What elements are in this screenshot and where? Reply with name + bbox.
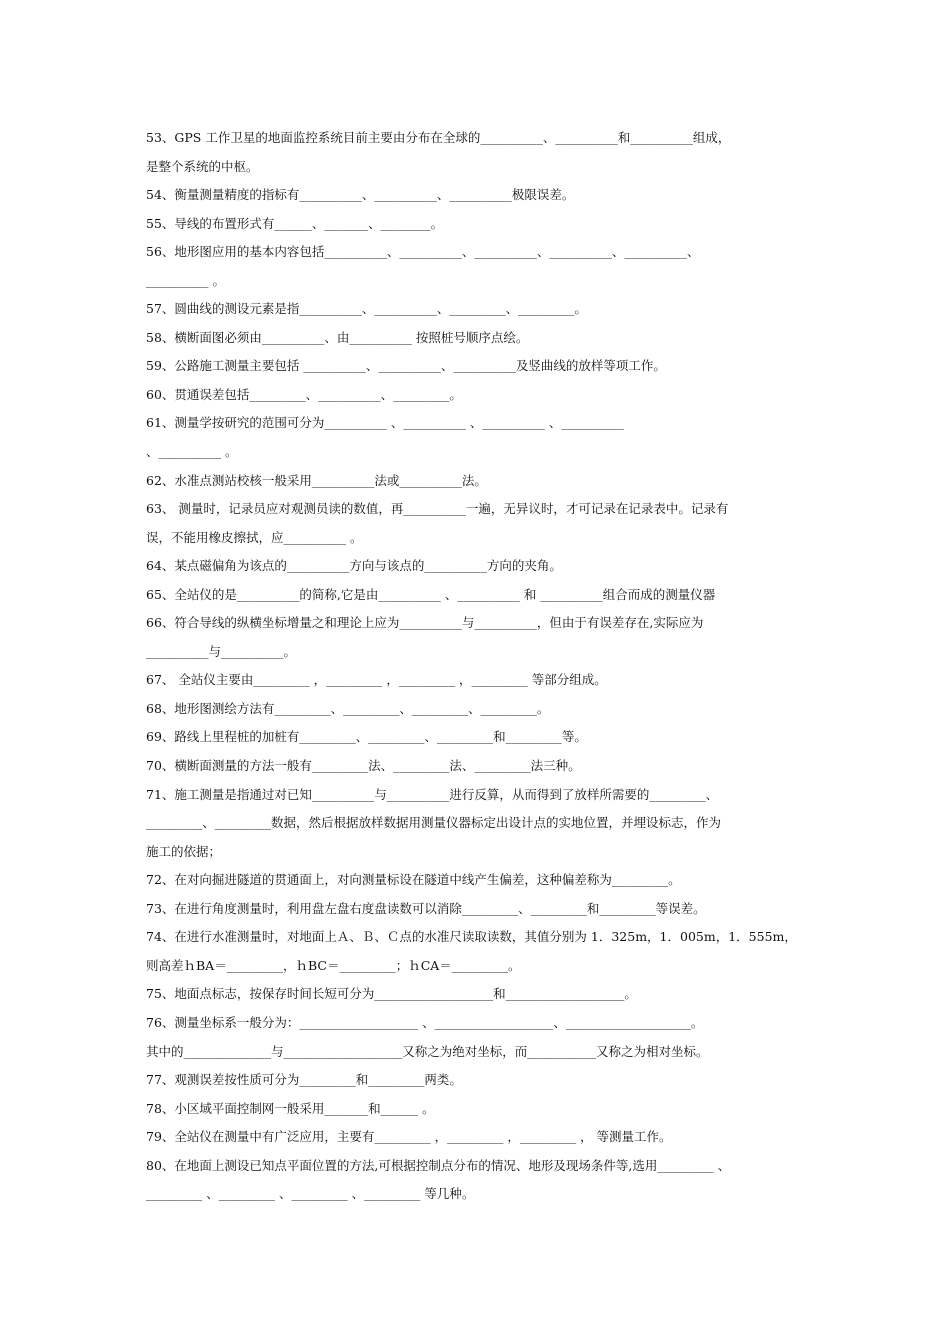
text-line: _________、_________数据，然后根据放样数据用测量仪器标定出设计点的实地位置，并埋设标志，作为 [146,815,722,831]
text-line: 则高差ｈBA＝_________，ｈBC＝_________；ｈCA＝_________。 [146,957,521,973]
text-line: 77、观测误差按性质可分为_________和_________两类。 [146,1072,462,1088]
text-line: 55、导线的布置形式有______、_______、________。 [146,215,444,231]
text-line: 70、横断面测量的方法一般有_________法、_________法、_________法三种。 [146,758,581,774]
text-line: 80、在地面上测设已知点平面位置的方法,可根据控制点分布的情况、地形及现场条件等,选用_________ 、 [146,1157,731,1173]
text-line: __________与__________。 [146,643,297,659]
text-line: __________ 。 [146,272,225,288]
text-line: 76、测量坐标系一般分为：___________________ 、___________________、____________________。 [146,1014,704,1030]
text-line: 59、公路施工测量主要包括 __________、__________、__________及竖曲线的放样等项工作。 [146,358,666,374]
text-line: 78、小区域平面控制网一般采用_______和______ 。 [146,1100,435,1116]
text-line: 79、全站仪在测量中有广泛应用，主要有_________ ，_________ ，_________ ， 等测量工作。 [146,1129,672,1145]
text-line: 是整个系统的中枢。 [146,158,259,174]
text-line: 75、地面点标志，按保存时间长短可分为___________________和___________________。 [146,986,637,1002]
text-line: 65、全站仪的是__________的简称,它是由__________ 、__________ 和 __________组合而成的测量仪器 [146,586,716,602]
text-line: 61、测量学按研究的范围可分为__________ 、__________ 、__________ 、__________ [146,415,624,431]
text-line: 69、路线上里程桩的加桩有_________、_________、_________和_________等。 [146,729,587,745]
text-line: 60、贯通误差包括_________、__________、_________。 [146,386,462,402]
text-line: 54、衡量测量精度的指标有__________、__________、__________极限误差。 [146,187,575,203]
text-line: 74、在进行水准测量时，对地面上Ａ、Ｂ、Ｃ点的水准尺读取读数，其值分别为 1．325m，1．005m，1．555m， [146,929,797,945]
text-line: 64、某点磁偏角为该点的__________方向与该点的__________方向的夹角。 [146,558,562,574]
text-line: 57、圆曲线的测设元素是指__________、__________、_________、_________。 [146,301,587,317]
text-line: 72、在对向掘进隧道的贯通面上，对向测量标设在隧道中线产生偏差，这种偏差称为_________。 [146,872,681,888]
text-line: 56、地形图应用的基本内容包括__________、__________、__________、__________、__________、 [146,244,700,260]
text-line: 58、横断面图必须由__________、由__________ 按照桩号顺序点绘。 [146,329,529,345]
text-line: 施工的依据； [146,843,222,859]
text-line: 67、 全站仪主要由_________ ，_________ ，_________ ，_________ 等部分组成。 [146,672,607,688]
text-line: 误，不能用橡皮擦拭，应__________ 。 [146,529,363,545]
text-line: _________ 、_________ 、_________ 、_________ 等几种。 [146,1186,475,1202]
text-line: 71、施工测量是指通过对已知__________与__________进行反算，从而得到了放样所需要的_________、 [146,786,719,802]
text-line: 其中的______________与___________________又称之为绝对坐标，而___________又称之为相对坐标。 [146,1043,709,1059]
text-line: 73、在进行角度测量时，利用盘左盘右度盘读数可以消除_________、_________和_________等误差。 [146,900,706,916]
document-page [146,124,814,1209]
text-line: 、__________ 。 [146,444,238,460]
text-line: 53、GPS 工作卫星的地面监控系统目前主要由分布在全球的__________、__________和__________组成， [146,130,731,145]
text-line: 68、地形图测绘方法有_________、_________、_________、_________。 [146,700,550,716]
text-line: 63、 测量时，记录员应对观测员读的数值，再__________一遍，无异议时，才可记录在记录表中。记录有 [146,501,729,517]
text-line: 62、水准点测站校核一般采用__________法或__________法。 [146,472,487,488]
text-line: 66、符合导线的纵横坐标增量之和理论上应为__________与__________，但由于有误差存在,实际应为 [146,615,704,631]
